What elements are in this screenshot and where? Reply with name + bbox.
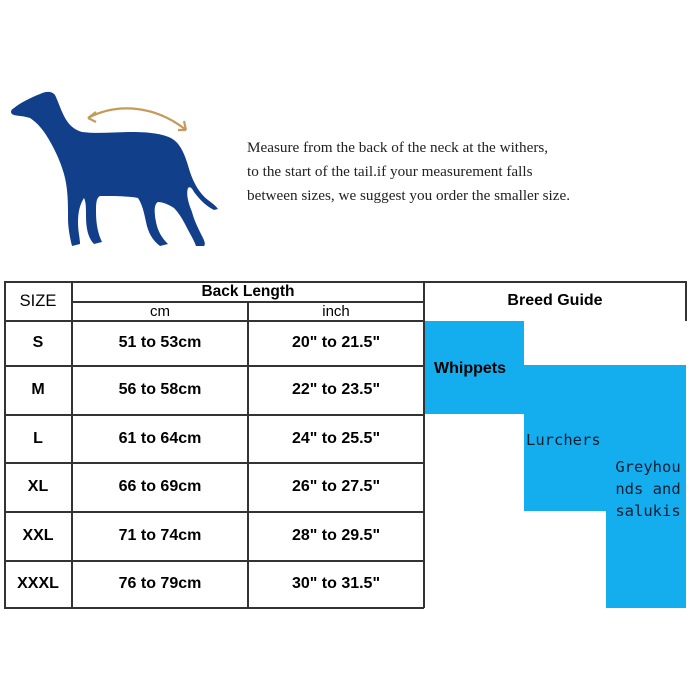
breed-guide-header: Breed Guide <box>507 292 603 309</box>
instructions-line-2: to the start of the tail.if your measurement falls <box>247 163 533 180</box>
breed-label-line: Greyhou <box>615 458 681 476</box>
size-cell: S <box>32 334 44 351</box>
greyhound-silhouette-icon <box>8 88 223 253</box>
inch-cell: 30" to 31.5" <box>291 575 381 592</box>
inch-cell: 28" to 29.5" <box>291 527 381 544</box>
cm-header: cm <box>150 302 170 320</box>
cm-cell: 71 to 74cm <box>118 527 202 544</box>
back-length-header: Back Length <box>201 282 295 300</box>
size-cell: XXL <box>22 527 54 544</box>
instructions-line-3: between sizes, we suggest you order the smaller size. <box>247 187 571 204</box>
size-cell: M <box>31 381 45 398</box>
inch-cell: 24" to 25.5" <box>291 429 381 447</box>
breed-label-line: nds and <box>615 480 681 498</box>
inch-cell: 22" to 23.5" <box>291 381 381 398</box>
breed-label-greyhounds-salukis <box>609 456 687 522</box>
measurement-instructions <box>247 136 699 208</box>
measurement-arrow <box>88 108 186 130</box>
size-header: SIZE <box>19 291 57 310</box>
cm-cell: 76 to 79cm <box>118 575 202 592</box>
size-cell: XXXL <box>17 575 59 592</box>
inch-cell: 26" to 27.5" <box>291 478 381 495</box>
cm-cell: 56 to 58cm <box>118 381 202 398</box>
greyhound-body <box>11 92 218 246</box>
table-border-bottom <box>4 607 424 609</box>
breed-label-line: salukis <box>615 502 681 520</box>
cm-cell: 61 to 64cm <box>118 429 202 447</box>
instructions-line-1: Measure from the back of the neck at the withers, <box>247 139 549 156</box>
cm-cell: 66 to 69cm <box>118 478 202 495</box>
inch-cell: 20" to 21.5" <box>291 334 381 351</box>
size-chart-table <box>4 281 686 608</box>
size-cell: XL <box>27 478 49 495</box>
greyhounds-highlight <box>606 511 686 608</box>
cm-cell: 51 to 53cm <box>118 334 202 351</box>
size-cell: L <box>33 429 43 447</box>
inch-header: inch <box>322 302 350 320</box>
breed-label-whippets: Whippets <box>434 360 506 377</box>
breed-label-lurchers: Lurchers <box>526 431 601 449</box>
